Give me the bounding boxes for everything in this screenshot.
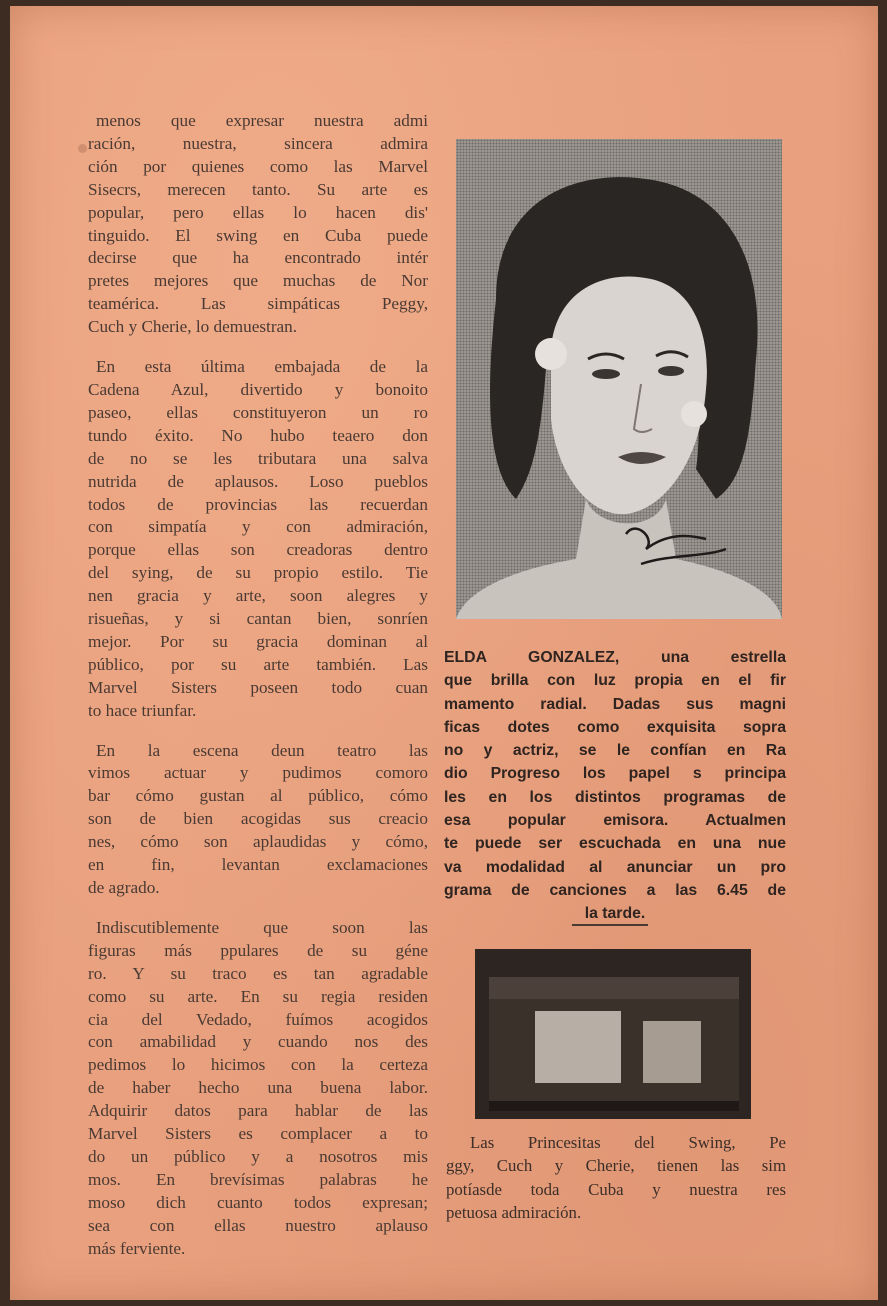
article-line: Marvel Sisters es complacer a to	[88, 1124, 428, 1144]
portrait-caption-line: ficas dotes como exquisita sopra	[444, 718, 786, 736]
article-paragraph-2	[88, 356, 428, 723]
article-line: tinguido. El swing en Cuba puede	[88, 225, 428, 245]
article-line: Cuch y Cherie, lo demuestran.	[88, 317, 298, 337]
article-line: vimos actuar y pudimos comoro	[88, 763, 428, 783]
article-line: cia del Vedado, fuímos acogidos	[88, 1009, 428, 1029]
magazine-page	[10, 6, 878, 1300]
article-line: pretes mejores que muchas de Nor	[88, 271, 428, 291]
article-line: sea con ellas nuestro aplauso	[88, 1215, 428, 1235]
article-line: menos que expresar nuestra admi	[96, 111, 428, 130]
article-line: Marvel Sisters poseen todo cuan	[88, 677, 428, 697]
article-line: del sying, de su propio estilo. Tie	[88, 563, 428, 583]
article-line: nutrida de aplausos. Loso pueblos	[88, 471, 428, 491]
article-line: pedimos lo hicimos con la certeza	[88, 1055, 428, 1075]
article-line: de haber hecho una buena labor.	[88, 1078, 428, 1098]
article-line: popular, pero ellas lo hacen dis'	[88, 202, 428, 222]
portrait-caption-line: ELDA GONZALEZ, una estrella	[444, 649, 786, 666]
radio-caption-line: petuosa admiración.	[446, 1202, 582, 1222]
article-line: figuras más ppulares de su géne	[88, 940, 428, 960]
article-line: bar cómo gustan al público, cómo	[88, 786, 428, 806]
article-line: en fin, levantan exclamaciones	[88, 855, 428, 875]
article-paragraph-1	[88, 110, 428, 339]
article-line: con amabilidad y cuando nos des	[88, 1032, 428, 1052]
article-line: risueñas, y si cantan bien, sonríen	[88, 609, 428, 629]
portrait-caption-line: va modalidad al anunciar un pro	[444, 858, 786, 876]
article-paragraph-4	[88, 917, 428, 1261]
article-line: con simpatía y con admiración,	[88, 517, 428, 537]
article-line: son de bien acogidas sus creacio	[88, 809, 428, 829]
portrait-photo	[456, 139, 782, 619]
article-line: ro. Y su traco es tan agradable	[88, 963, 428, 983]
radio-photo	[475, 949, 751, 1119]
article-line: más ferviente.	[88, 1238, 186, 1258]
article-line: porque ellas son creadoras dentro	[88, 540, 428, 560]
article-line: En esta última embajada de la	[96, 357, 428, 377]
portrait-caption-line: la tarde.	[584, 905, 646, 923]
article-line: to hace triunfar.	[88, 700, 197, 720]
article-line: Adquirir datos para hablar de las	[88, 1101, 428, 1121]
article-line: ración, nuestra, sincera admira	[88, 133, 428, 153]
portrait-illustration	[456, 139, 782, 619]
article-line: como su arte. En su regia residen	[88, 986, 428, 1006]
portrait-caption-line: no y actriz, se le confían en Ra	[444, 742, 786, 760]
article-line: nes, cómo son aplaudidas y cómo,	[88, 832, 428, 852]
paper-stain	[78, 144, 87, 153]
radio-caption	[446, 1131, 786, 1224]
portrait-caption-line: mamento radial. Dadas sus magni	[444, 695, 786, 713]
radio-caption-line: ggy, Cuch y Cherie, tienen las sim	[446, 1156, 786, 1176]
article-line: todos de provincias las recuerdan	[88, 494, 428, 514]
article-line: Cadena Azul, divertido y bonoito	[88, 379, 428, 399]
article-line: paseo, ellas constituyeron un ro	[88, 402, 428, 422]
article-line: decirse que ha encontrado intér	[88, 248, 428, 268]
portrait-caption-line: te puede ser escuchada en una nue	[444, 835, 786, 853]
portrait-caption-line: dio Progreso los papel s principa	[444, 765, 786, 783]
radio-caption-line: potíasde toda Cuba y nuestra res	[446, 1179, 786, 1199]
article-column	[88, 110, 428, 1278]
article-line: Sisecrs, merecen tanto. Su arte es	[88, 179, 428, 199]
article-paragraph-3	[88, 740, 428, 900]
article-line: mos. En brevísimas palabras he	[88, 1169, 428, 1189]
article-line: ción por quienes como las Marvel	[88, 156, 428, 176]
portrait-caption-line: grama de canciones a las 6.45 de	[444, 881, 786, 899]
radio-illustration	[475, 949, 751, 1119]
radio-caption-line: Las Princesitas del Swing, Pe	[470, 1133, 786, 1152]
article-line: moso dich cuanto todos expresan;	[88, 1192, 428, 1212]
article-line: tundo éxito. No hubo teaero don	[88, 425, 428, 445]
article-line: nen gracia y arte, soon alegres y	[88, 586, 428, 606]
article-line: público, por su arte también. Las	[88, 654, 428, 674]
article-line: do un público y a nosotros mis	[88, 1146, 428, 1166]
article-line: Indiscutiblemente que soon las	[96, 917, 428, 937]
article-line: teamérica. Las simpáticas Peggy,	[88, 294, 428, 314]
portrait-caption-line: que brilla con luz propia en el fir	[444, 672, 786, 690]
article-line: mejor. Por su gracia dominan al	[88, 631, 428, 651]
article-line: En la escena deun teatro las	[96, 740, 428, 760]
portrait-caption	[444, 646, 786, 926]
article-line: de agrado.	[88, 878, 160, 897]
portrait-caption-line: esa popular emisora. Actualmen	[444, 812, 786, 830]
article-line: de no se les tributara una salva	[88, 448, 428, 468]
caption-divider	[572, 924, 648, 926]
portrait-caption-line: les en los distintos programas de	[444, 788, 786, 806]
